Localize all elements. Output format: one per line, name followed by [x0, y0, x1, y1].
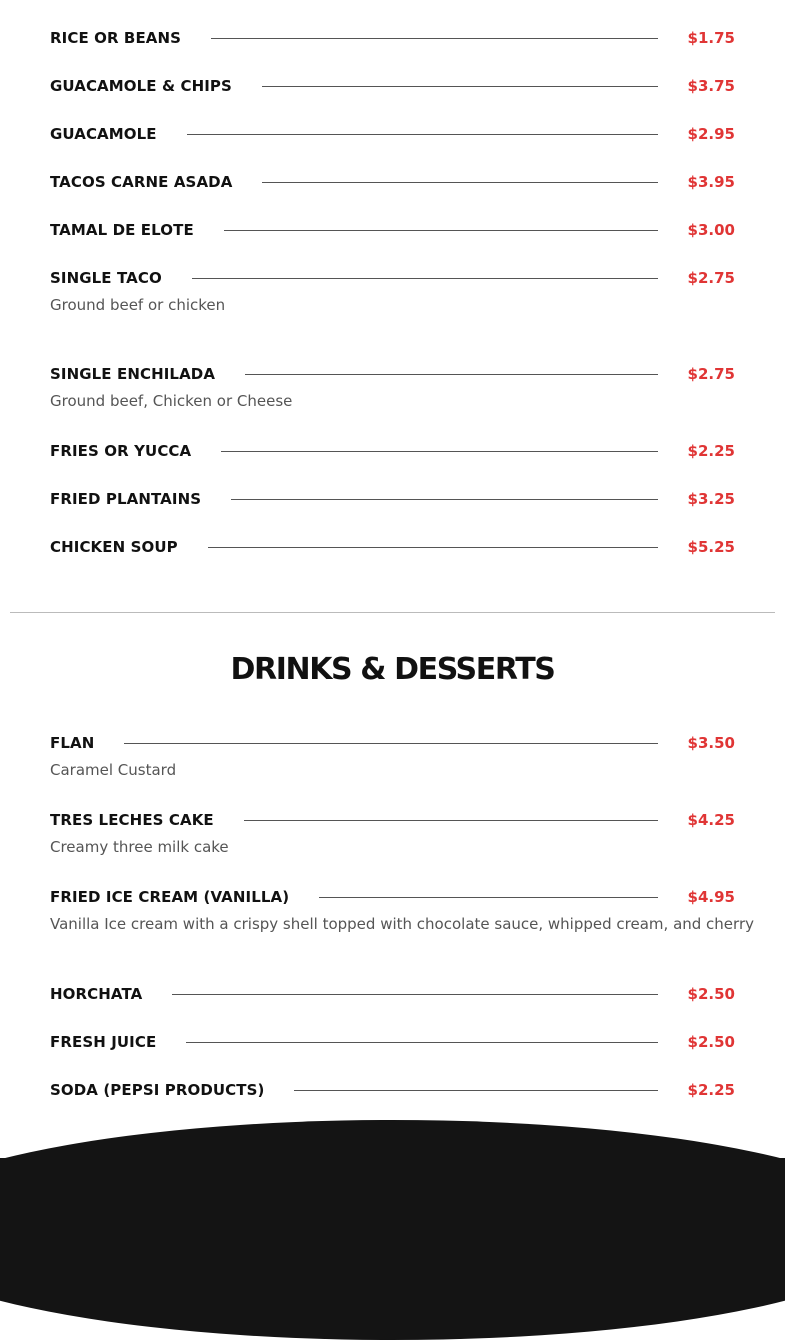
item-price: $3.25 — [687, 490, 735, 508]
dotted-leader — [224, 230, 658, 231]
item-description: Caramel Custard — [50, 761, 177, 779]
dotted-leader — [231, 499, 657, 500]
menu-item — [50, 76, 735, 96]
item-price: $3.75 — [687, 77, 735, 95]
item-name: SINGLE TACO — [50, 269, 162, 287]
item-price: $2.50 — [687, 1033, 735, 1051]
menu-item — [50, 1080, 735, 1100]
item-name: FLAN — [50, 734, 95, 752]
item-name: CHICKEN SOUP — [50, 538, 178, 556]
footer-wave — [0, 1120, 785, 1340]
menu-item — [50, 537, 735, 557]
item-description: Ground beef, Chicken or Cheese — [50, 392, 293, 410]
dotted-leader — [294, 1090, 657, 1091]
menu-item — [50, 810, 735, 856]
item-name: RICE OR BEANS — [50, 29, 182, 47]
item-name: SODA (PEPSI PRODUCTS) — [50, 1081, 265, 1099]
dotted-leader — [319, 897, 657, 898]
menu-item — [50, 1032, 735, 1052]
item-name: FRIES OR YUCCA — [50, 442, 192, 460]
dotted-leader — [187, 134, 658, 135]
menu-item — [50, 268, 735, 314]
dotted-leader — [172, 994, 657, 995]
dotted-leader — [186, 1042, 657, 1043]
item-description: Vanilla Ice cream with a crispy shell topped with chocolate sauce, whipped cream, and cherry — [50, 915, 754, 933]
item-price: $3.50 — [687, 734, 735, 752]
section-divider — [10, 612, 775, 613]
item-name: FRESH JUICE — [50, 1033, 157, 1051]
item-name: SINGLE ENCHILADA — [50, 365, 216, 383]
dotted-leader — [262, 86, 658, 87]
dotted-leader — [211, 38, 657, 39]
dotted-leader — [221, 451, 657, 452]
item-name: FRIED PLANTAINS — [50, 490, 202, 508]
dotted-leader — [244, 820, 658, 821]
item-name: TRES LECHES CAKE — [50, 811, 214, 829]
menu-item — [50, 984, 735, 1004]
dotted-leader — [208, 547, 658, 548]
item-name: TACOS CARNE ASADA — [50, 173, 233, 191]
item-price: $5.25 — [687, 538, 735, 556]
dotted-leader — [124, 743, 657, 744]
item-price: $1.75 — [687, 29, 735, 47]
menu-item — [50, 441, 735, 461]
item-price: $3.95 — [687, 173, 735, 191]
section-title: DRINKS & DESSERTS — [230, 652, 555, 687]
item-price: $2.50 — [687, 985, 735, 1003]
item-price: $3.00 — [687, 221, 735, 239]
item-price: $2.25 — [687, 1081, 735, 1099]
item-price: $2.75 — [687, 269, 735, 287]
item-name: HORCHATA — [50, 985, 143, 1003]
item-name: GUACAMOLE & CHIPS — [50, 77, 232, 95]
menu-item — [50, 489, 735, 509]
menu-item — [50, 172, 735, 192]
menu-item — [50, 124, 735, 144]
item-price: $2.25 — [687, 442, 735, 460]
item-price: $4.95 — [687, 888, 735, 906]
item-name: FRIED ICE CREAM (VANILLA) — [50, 888, 290, 906]
menu-item — [50, 733, 735, 779]
dotted-leader — [262, 182, 657, 183]
item-price: $2.75 — [687, 365, 735, 383]
item-description: Ground beef or chicken — [50, 296, 226, 314]
footer-bar — [0, 1158, 785, 1166]
menu-item — [50, 28, 735, 48]
dotted-leader — [192, 278, 658, 279]
menu-item — [50, 364, 735, 410]
item-price: $2.95 — [687, 125, 735, 143]
item-price: $4.25 — [687, 811, 735, 829]
menu-item — [50, 887, 754, 933]
item-name: GUACAMOLE — [50, 125, 157, 143]
dotted-leader — [245, 374, 657, 375]
menu-item — [50, 220, 735, 240]
item-description: Creamy three milk cake — [50, 838, 229, 856]
item-name: TAMAL DE ELOTE — [50, 221, 194, 239]
